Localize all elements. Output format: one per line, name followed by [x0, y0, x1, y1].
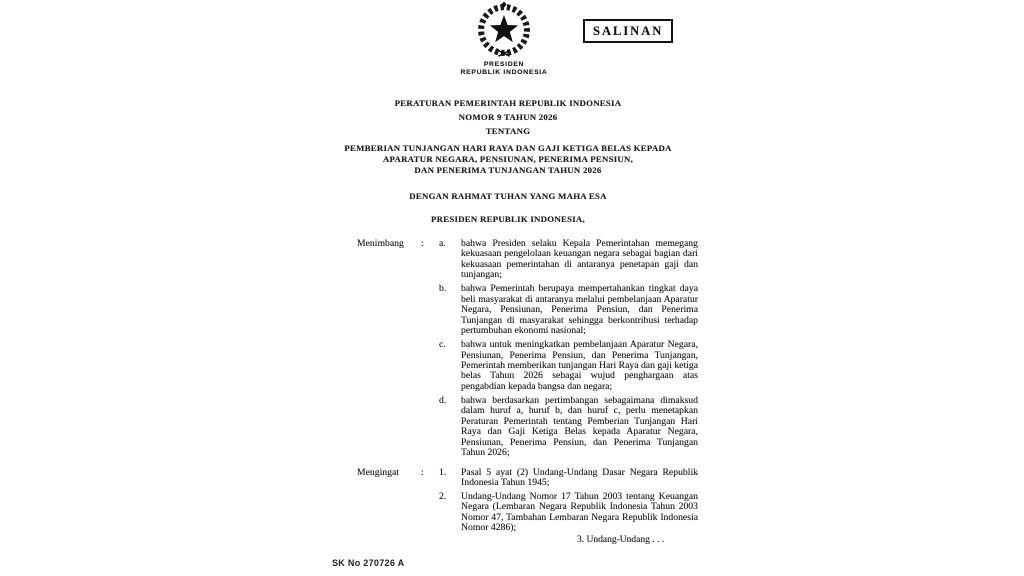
- considering-item-c: [439, 340, 698, 392]
- item-text: bahwa Pemerintah berupaya mempertahankan tingkat daya beli masyarakat di antaranya melalui pembelanjaan Aparatur Negara, Pensiunan, Penerima Pensiun, dan Penerima Tunjangan di masyarakat sehingga berkontribusi terhadap pertumbuhan ekonomi nasional;: [461, 283, 698, 337]
- item-marker: a.: [439, 238, 446, 249]
- regulation-title: PERATURAN PEMERINTAH REPUBLIK INDONESIA: [394, 98, 622, 108]
- item-text: Pasal 5 ayat (2) Undang-Undang Dasar Negara Republik Indonesia Tahun 1945;: [461, 466, 698, 489]
- recalling-item-2: [439, 492, 698, 534]
- letterhead-republik-indonesia: REPUBLIK INDONESIA: [460, 69, 548, 76]
- letterhead: [0, 1, 1008, 77]
- considering-items: [439, 239, 698, 459]
- item-text: Undang-Undang Nomor 17 Tahun 2003 tentang Keuangan Negara (Lembaran Negara Republik Indonesia Tahun 2003 Nomor 47, Tambahan Lembaran Negara Republik Indonesia Nomor 4286);: [461, 490, 698, 534]
- recalling-label: Mengingat: [357, 466, 399, 478]
- considering-section: [357, 239, 698, 459]
- regulation-subject-line2: APARATUR NEGARA, PENSIUNAN, PENERIMA PENSIUN,: [382, 154, 634, 164]
- item-text: bahwa untuk meningkatkan pembelanjaan Aparatur Negara, Pensiunan, Penerima Pensiun, dan Penerima Tunjangan, Pemerintah memberikan tunjangan Hari Raya dan gaji ketiga belas Tahun 2026 sebagai wujud penghargaan atas pengabdian kepada bangsa dan negara;: [461, 339, 698, 392]
- page-catchword: 3. Undang-Undang . . .: [577, 535, 665, 545]
- considering-label: Menimbang: [357, 238, 404, 249]
- item-marker: 2.: [439, 490, 447, 502]
- invocation: DENGAN RAHMAT TUHAN YANG MAHA ESA: [409, 191, 607, 201]
- letterhead-presiden: PRESIDEN: [483, 61, 525, 68]
- recalling-items: [439, 468, 698, 534]
- authority: PRESIDEN REPUBLIK INDONESIA,: [431, 214, 585, 224]
- considering-item-b: [439, 284, 698, 336]
- regulation-tentang: TENTANG: [485, 126, 531, 136]
- regulation-number: NOMOR 9 TAHUN 2026: [458, 112, 558, 122]
- considering-item-d: [439, 396, 698, 459]
- item-marker: b.: [439, 283, 447, 295]
- considering-item-a: [439, 239, 698, 281]
- item-text: bahwa berdasarkan pertimbangan sebagaimana dimaksud dalam huruf a, huruf b, dan huruf c, perlu menetapkan Peraturan Pemerintah tentang Pemberian Tunjangan Hari Raya dan Gaji Ketiga Belas kepada Aparatur Negara, Pensiunan, Penerima Pensiun, dan Penerima Tunjangan Tahun 2026;: [461, 394, 698, 459]
- salinan-stamp: SALINAN: [583, 19, 673, 43]
- document-control-number: SK No 270726 A: [332, 558, 405, 568]
- title-block: [0, 98, 1016, 225]
- letterhead-caption: [461, 61, 548, 77]
- regulation-subject-line1: PEMBERIAN TUNJANGAN HARI RAYA DAN GAJI KETIGA BELAS KEPADA: [344, 143, 672, 153]
- item-marker: 1.: [439, 466, 447, 478]
- document-body: [357, 239, 698, 534]
- considering-colon: :: [421, 238, 424, 249]
- recalling-section: [357, 468, 698, 534]
- regulation-subject-line3: DAN PENERIMA TUNJANGAN TAHUN 2026: [414, 165, 602, 175]
- recalling-item-1: [439, 468, 698, 489]
- item-marker: d.: [439, 394, 447, 406]
- presidential-seal-icon: [471, 1, 537, 59]
- recalling-colon: :: [421, 466, 424, 478]
- item-marker: c.: [439, 339, 446, 351]
- item-text: bahwa Presiden selaku Kepala Pemerintahan memegang kekuasaan pengelolaan keuangan negara sebagai bagian dari kekuasaan pemerintahan di antaranya penetapan gaji dan tunjangan;: [461, 238, 698, 281]
